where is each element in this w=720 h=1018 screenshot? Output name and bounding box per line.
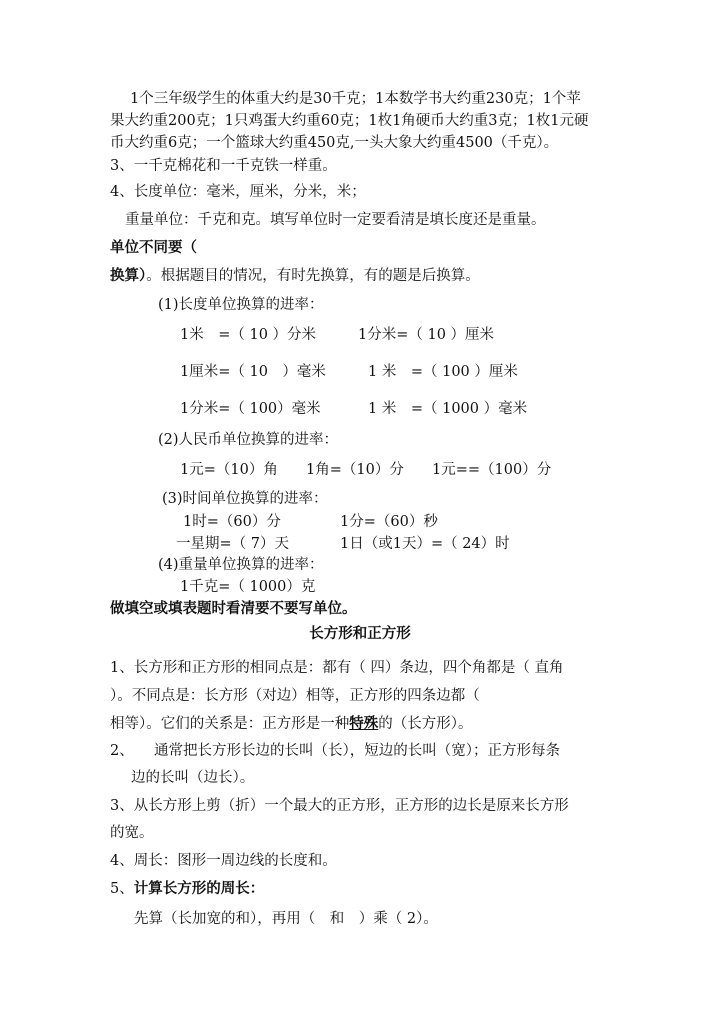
special-word: 特殊 xyxy=(349,715,379,732)
rect-p5-line xyxy=(110,879,264,899)
weights-line-1: 1个三年级学生的体重大约是30千克；1本数学书大约重230克；1个苹 xyxy=(130,91,581,107)
unit-heading-rest: 。根据题目的情况，有时先换算，有的题是后换算。 xyxy=(146,268,480,284)
rect-p1-l1: 1、长方形和正方形的相同点是：都有（ 四）条边，四个角都是（ 直角 xyxy=(110,660,564,676)
money-title: (2)人民币单位换算的进率： xyxy=(158,432,339,448)
unit-heading-line xyxy=(110,266,480,286)
time-title: (3)时间单位换算的进率： xyxy=(162,491,328,507)
length-r1a: 1米 =（ 10 ）分米 xyxy=(180,327,317,343)
time-b: 1分=（60）秒 xyxy=(340,514,438,530)
item-3: 3、一千克棉花和一千克铁一样重。 xyxy=(110,158,337,174)
length-r1b: 1分米=（ 10 ）厘米 xyxy=(358,327,495,343)
length-title: (1)长度单位换算的进率： xyxy=(158,297,324,313)
rect-p5: 计算长方形的周长： xyxy=(133,880,265,897)
rect-p2-l2: 边的长叫（边长）。 xyxy=(131,770,255,786)
length-r2a: 1厘米=（ 10 ）毫米 xyxy=(180,364,326,380)
rect-p1-l3-c: 的（长方形）。 xyxy=(378,716,473,732)
unit-note: 做填空或填表题时看清要不要写单位。 xyxy=(110,600,357,617)
time-c: 一星期=（ 7）天 xyxy=(176,536,289,552)
time-a: 1时=（60）分 xyxy=(183,514,281,530)
money-b: 1角=（10）分 xyxy=(306,462,404,478)
unit-heading-2: 换算） xyxy=(110,267,147,284)
money-a: 1元=（10）角 xyxy=(180,462,278,478)
rect-p5-num: 5、 xyxy=(110,881,134,897)
weights-line-3: 币大约重6克；一个篮球大约重450克,一头大象大约重4500（千克）。 xyxy=(110,135,559,151)
unit-heading-1: 单位不同要（ xyxy=(110,239,197,256)
rect-p1-l3 xyxy=(110,714,473,734)
rect-p3-l1: 3、从长方形上剪（折）一个最大的正方形，正方形的边长是原来长方形 xyxy=(110,798,569,814)
length-r2b: 1 米 =（ 100 ）厘米 xyxy=(368,364,518,380)
item-4: 4、长度单位：毫米，厘米，分米，米； xyxy=(110,184,366,200)
weight-title: (4)重量单位换算的进率： xyxy=(158,557,324,573)
rect-p3-l2: 的宽。 xyxy=(110,825,154,841)
money-c: 1元==（100）分 xyxy=(432,462,552,478)
length-r3a: 1分米=（ 100）毫米 xyxy=(180,401,321,417)
rect-p1-l2: ）。不同点是：长方形（对边）相等，正方形的四条边都（ xyxy=(110,688,480,704)
section-title: 长方形和正方形 xyxy=(309,625,411,642)
rect-p1-l3-a: 相等）。它们的关系是：正方形是一种 xyxy=(110,716,350,732)
rect-p6: 先算（长加宽的和），再用（ 和 ）乘（ 2）。 xyxy=(134,911,438,927)
rect-p4: 4、周长：图形一周边线的长度和。 xyxy=(110,853,337,869)
weight-a: 1千克=（ 1000）克 xyxy=(180,579,316,595)
weights-line-2: 果大约重200克；1只鸡蛋大约重60克；1枚1角硬币大约重3克；1枚1元硬 xyxy=(110,113,589,129)
time-d: 1日（或1天）=（ 24）时 xyxy=(340,536,510,552)
weight-units: 重量单位：千克和克。填写单位时一定要看清是填长度还是重量。 xyxy=(125,212,546,228)
rect-p2-num: 2、 xyxy=(110,743,134,759)
length-r3b: 1 米 =（ 1000 ）毫米 xyxy=(368,401,528,417)
rect-p2-l1: 通常把长方形长边的长叫（长），短边的长叫（宽）；正方形每条 xyxy=(154,743,560,759)
